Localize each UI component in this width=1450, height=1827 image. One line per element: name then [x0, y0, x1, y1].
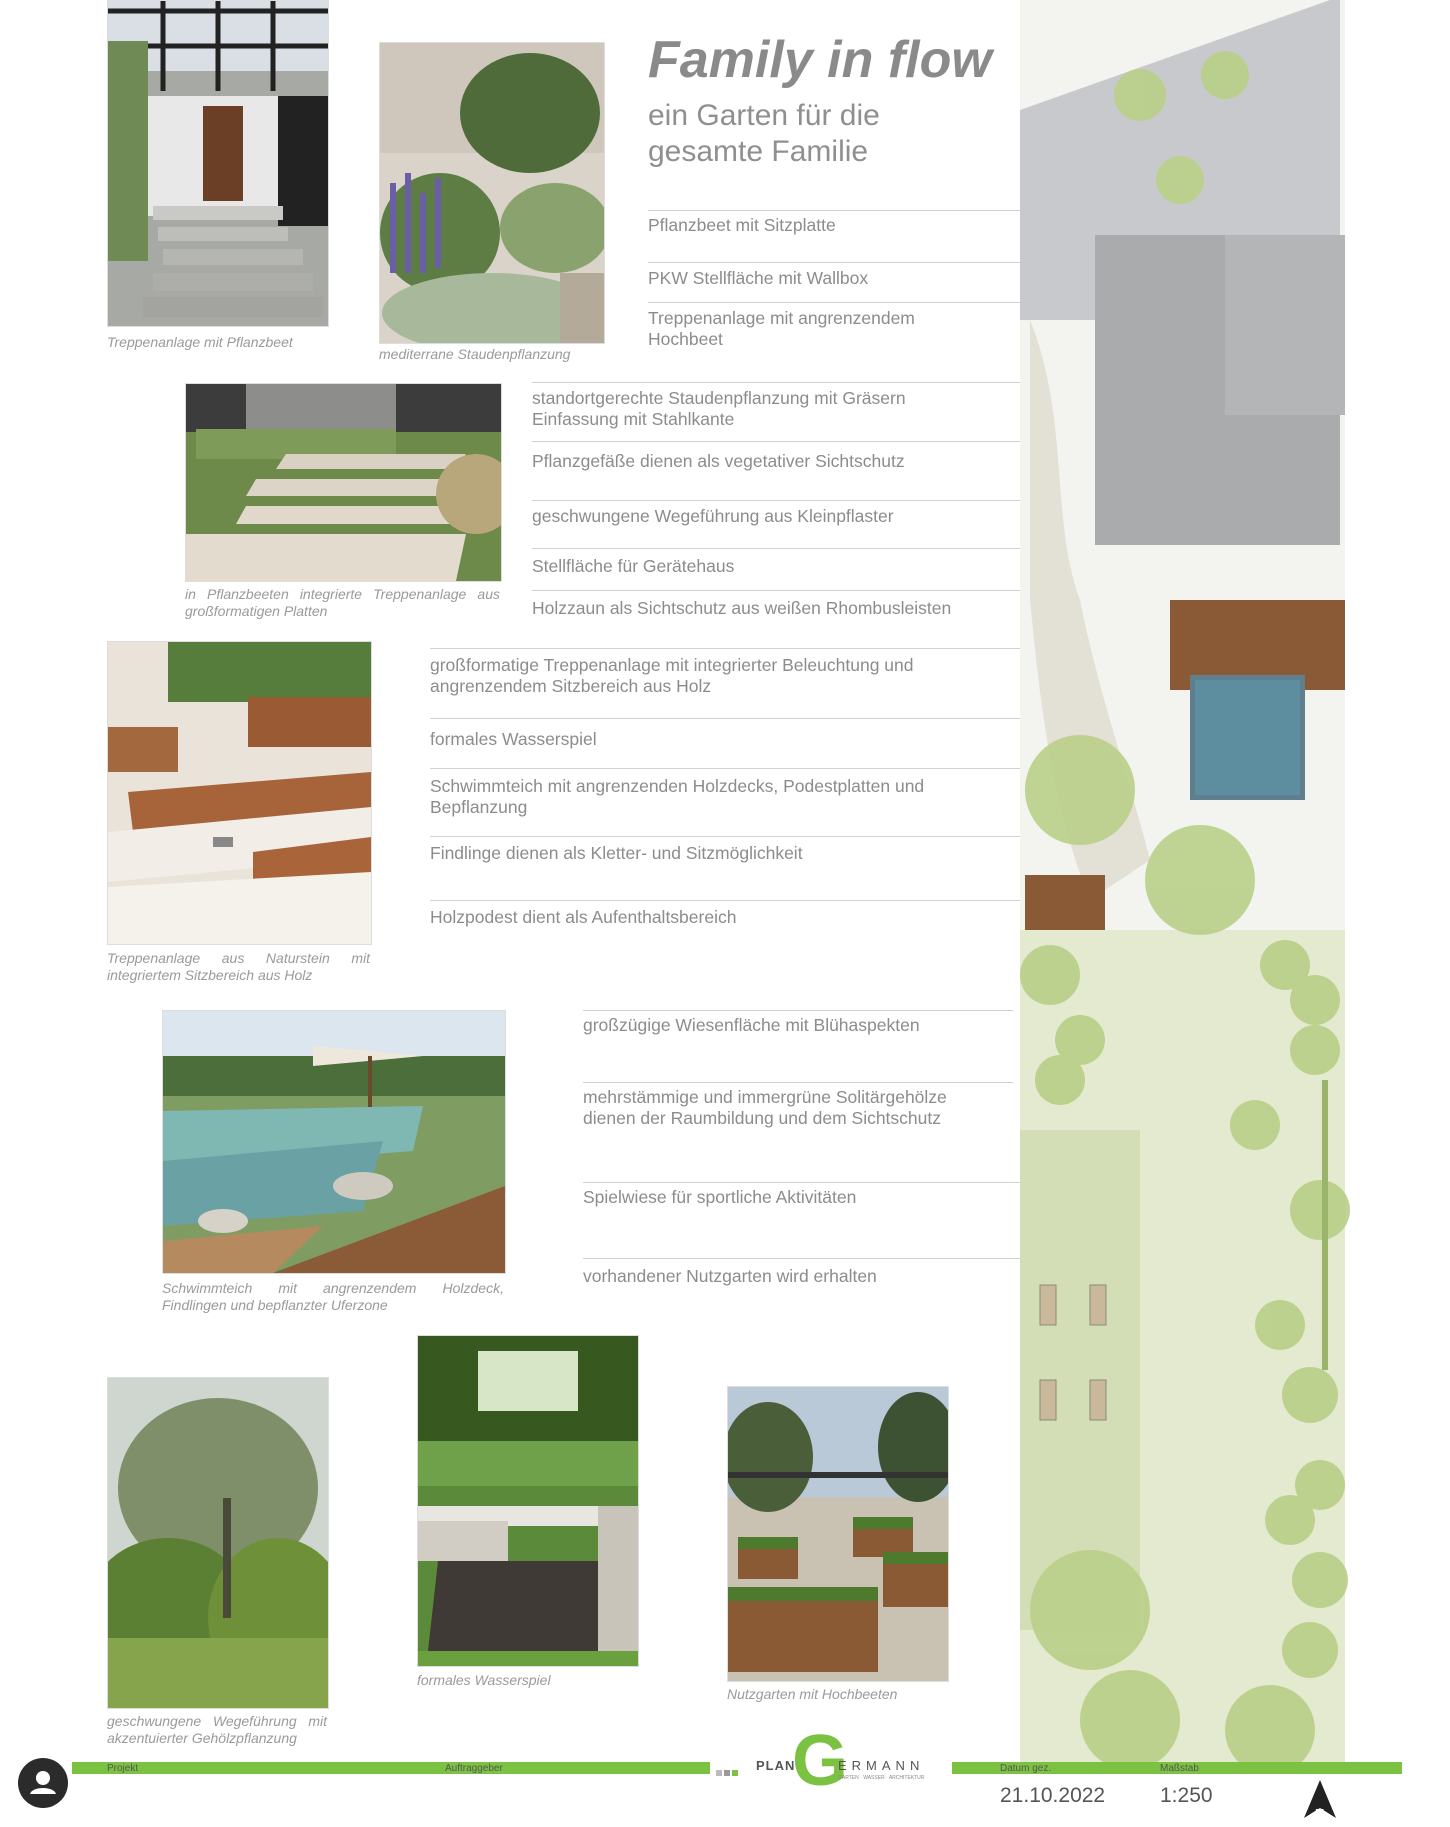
leader-line [430, 900, 1020, 901]
page-title: Family in flow [648, 31, 992, 89]
logo-plan-text: PLAN [756, 1758, 796, 1773]
note-staudenpflanzung: standortgerechte Staudenpflanzung mit Gräsern Einfassung mit Stahlkante [532, 388, 906, 429]
footer-label-datum: Datum gez. [1000, 1763, 1052, 1774]
leader-line [532, 548, 1032, 549]
caption-photo5: Schwimmteich mit angrenzendem Holzdeck, Findlingen und bepflanzter Uferzone [162, 1280, 504, 1313]
note-treppenanlage-hochbeet: Treppenanlage mit angrenzendem Hochbeet [648, 308, 915, 349]
note-nutzgarten: vorhandener Nutzgarten wird erhalten [583, 1266, 877, 1286]
logo-tagline: GARTEN · WASSER · ARCHITEKTUR [838, 1775, 925, 1781]
note-geraetehaus: Stellfläche für Gerätehaus [532, 556, 735, 576]
footer-bar-left [72, 1762, 710, 1774]
note-grossformatige-treppe: großformatige Treppenanlage mit integrierter Beleuchtung und angrenzendem Sitzbereich aus Holz [430, 655, 914, 696]
leader-line [532, 590, 1032, 591]
note-pflanzgefaesse: Pflanzgefäße dienen als vegetativer Sichtschutz [532, 451, 905, 471]
photo-swimming-pond [162, 1010, 506, 1274]
footer-label-massstab: Maßstab [1160, 1763, 1199, 1774]
leader-line [430, 648, 1020, 649]
note-wasserspiel: formales Wasserspiel [430, 729, 597, 749]
leader-line [532, 500, 1032, 501]
note-solitaergehoelze: mehrstämmige und immergrüne Solitärgehölze dienen der Raumbildung und dem Sichtschutz [583, 1087, 947, 1128]
note-pflanzbeet-sitzplatte: Pflanzbeet mit Sitzplatte [648, 215, 836, 235]
note-wiesenflaeche: großzügige Wiesenfläche mit Blühaspekten [583, 1015, 920, 1035]
note-spielwiese: Spielwiese für sportliche Aktivitäten [583, 1187, 857, 1207]
avatar[interactable] [18, 1758, 68, 1808]
north-label: N [1315, 1806, 1325, 1821]
logo-letter-g: G [792, 1721, 849, 1801]
leader-line [430, 836, 1020, 837]
footer-label-projekt: Projekt [107, 1763, 139, 1774]
footer-date: 21.10.2022 [1000, 1784, 1106, 1807]
caption-photo7: formales Wasserspiel [417, 1672, 551, 1688]
page-subtitle: ein Garten für die gesamte Familie [648, 99, 880, 168]
caption-photo8: Nutzgarten mit Hochbeeten [727, 1686, 898, 1702]
caption-photo3: in Pflanzbeeten integrierte Treppenanlage aus großformatigen Platten [185, 586, 500, 619]
logo-ermann-text: ERMANN [838, 1758, 925, 1773]
leader-line [583, 1258, 1053, 1259]
leader-line [583, 1010, 1013, 1011]
caption-photo6: geschwungene Wegeführung mit akzentuierter Gehölzpflanzung [107, 1713, 327, 1746]
note-wegefuehrung: geschwungene Wegeführung aus Kleinpflaster [532, 506, 894, 526]
photo-raised-beds [727, 1386, 949, 1682]
note-schwimmteich: Schwimmteich mit angrenzenden Holzdecks, Podestplatten und Bepflanzung [430, 776, 925, 817]
leader-line [648, 210, 1028, 211]
photo-entrance-stairs [107, 0, 329, 327]
note-holzpodest: Holzpodest dient als Aufenthaltsbereich [430, 907, 737, 927]
plangermann-logo [716, 1721, 948, 1801]
note-findlinge: Findlinge dienen als Kletter- und Sitzmöglichkeit [430, 843, 803, 863]
leader-line [430, 718, 1020, 719]
photo-stone-stairs-wood [107, 641, 372, 945]
leader-line [532, 441, 1032, 442]
leader-line [648, 262, 1068, 263]
site-plan [1010, 0, 1350, 1770]
leader-line [430, 768, 1020, 769]
caption-photo2: mediterrane Staudenpflanzung [379, 346, 571, 362]
photo-formal-water-feature [417, 1335, 639, 1667]
note-holzzaun: Holzzaun als Sichtschutz aus weißen Rhombusleisten [532, 598, 952, 618]
photo-mediterranean-planting [379, 42, 605, 344]
note-pkw-stellflaeche: PKW Stellfläche mit Wallbox [648, 268, 869, 288]
footer-label-auftraggeber: Auftraggeber [445, 1763, 503, 1774]
footer-scale: 1:250 [1160, 1784, 1213, 1807]
leader-line [648, 302, 1028, 303]
photo-slab-stairs [185, 383, 502, 582]
logo-squares [716, 1763, 738, 1781]
caption-photo4: Treppenanlage aus Naturstein mit integriertem Sitzbereich aus Holz [107, 950, 370, 983]
leader-line [532, 382, 1032, 383]
photo-curved-path-trees [107, 1377, 329, 1709]
leader-line [583, 1082, 1013, 1083]
caption-photo1: Treppenanlage mit Pflanzbeet [107, 334, 293, 350]
